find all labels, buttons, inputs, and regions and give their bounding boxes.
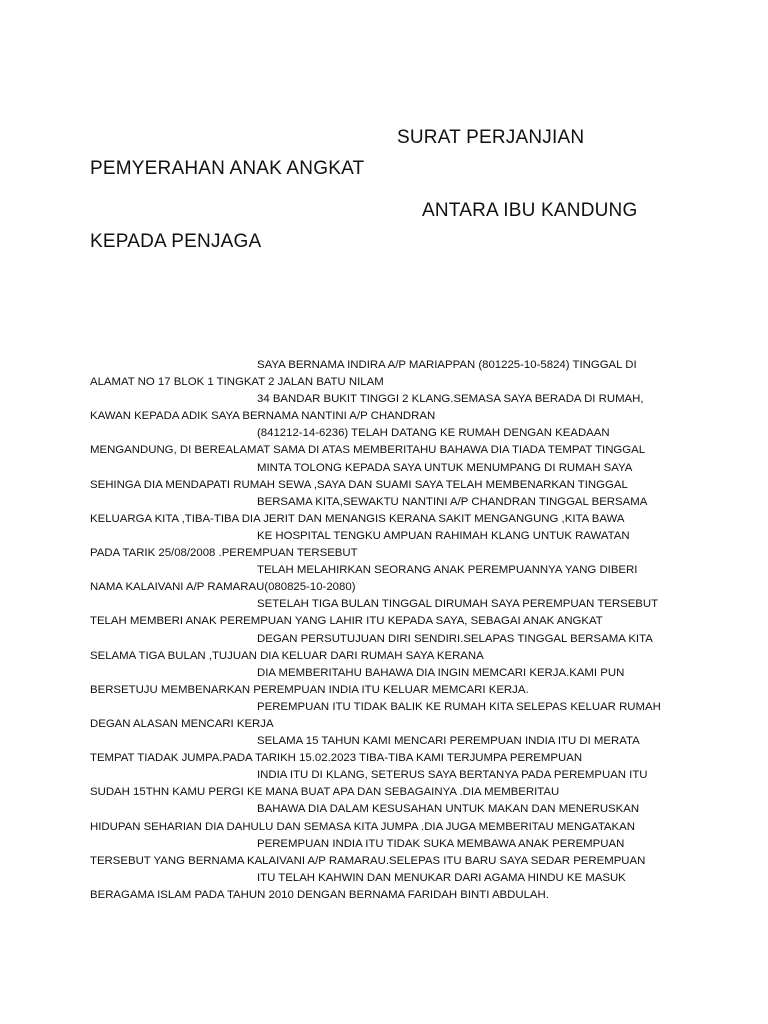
body-line: SELAMA TIGA BULAN ,TUJUAN DIA KELUAR DARI RUMAH SAYA KERANA <box>90 649 484 662</box>
body-line: SEHINGA DIA MENDAPATI RUMAH SEWA ,SAYA DAN SUAMI SAYA TELAH MEMBENARKAN TINGGAL <box>90 478 628 491</box>
body-line: SETELAH TIGA BULAN TINGGAL DIRUMAH SAYA PEREMPUAN TERSEBUT <box>257 598 659 611</box>
body-line: TERSEBUT YANG BERNAMA KALAIVANI A/P RAMARAU.SELEPAS ITU BARU SAYA SEDAR PEREMPUAN <box>90 854 646 867</box>
body-line: DEGAN PERSUTUJUAN DIRI SENDIRI.SELAPAS TINGGAL BERSAMA KITA <box>257 632 653 645</box>
body-line: MENGANDUNG, DI BEREALAMAT SAMA DI ATAS MEMBERITAHU BAHAWA DIA TIADA TEMPAT TINGGAL <box>90 444 646 457</box>
body-line: KAWAN KEPADA ADIK SAYA BERNAMA NANTINI A/P CHANDRAN <box>90 410 436 423</box>
title-line-3: ANTARA IBU KANDUNG <box>422 200 638 221</box>
letter-body <box>90 357 690 904</box>
body-line: (841212-14-6236) TELAH DATANG KE RUMAH DENGAN KEADAAN <box>257 427 610 440</box>
body-line: TELAH MELAHIRKAN SEORANG ANAK PEREMPUANNYA YANG DIBERI <box>257 564 638 577</box>
body-line: MINTA TOLONG KEPADA SAYA UNTUK MENUMPANG DI RUMAH SAYA <box>257 461 633 474</box>
body-line: TEMPAT TIADAK JUMPA.PADA TARIKH 15.02.2023 TIBA-TIBA KAMI TERJUMPA PEREMPUAN <box>90 752 583 765</box>
body-line: NAMA KALAIVANI A/P RAMARAU(080825-10-2080) <box>90 581 356 594</box>
body-line: BAHAWA DIA DALAM KESUSAHAN UNTUK MAKAN DAN MENERUSKAN <box>257 803 640 816</box>
body-line: KELUARGA KITA ,TIBA-TIBA DIA JERIT DAN MENANGIS KERANA SAKIT MENGANGUNG ,KITA BAWA <box>90 512 625 525</box>
body-line: BERSAMA KITA,SEWAKTU NANTINI A/P CHANDRAN TINGGAL BERSAMA <box>257 495 648 508</box>
body-line: DIA MEMBERITAHU BAHAWA DIA INGIN MEMCARI KERJA.KAMI PUN <box>257 666 625 679</box>
body-line: BERSETUJU MEMBENARKAN PEREMPUAN INDIA ITU KELUAR MEMCARI KERJA. <box>90 683 529 696</box>
title-line-2: PEMYERAHAN ANAK ANGKAT <box>90 158 365 179</box>
body-line: PEREMPUAN INDIA ITU TIDAK SUKA MEMBAWA ANAK PEREMPUAN <box>257 837 625 850</box>
body-line: BERAGAMA ISLAM PADA TAHUN 2010 DENGAN BERNAMA FARIDAH BINTI ABDULAH. <box>90 888 549 901</box>
body-line: DEGAN ALASAN MENCARI KERJA <box>90 717 274 730</box>
body-line: HIDUPAN SEHARIAN DIA DAHULU DAN SEMASA KITA JUMPA .DIA JUGA MEMBERITAU MENGATAKAN <box>90 820 635 833</box>
body-line: 34 BANDAR BUKIT TINGGI 2 KLANG.SEMASA SAYA BERADA DI RUMAH, <box>257 393 644 406</box>
body-line: SELAMA 15 TAHUN KAMI MENCARI PEREMPUAN INDIA ITU DI MERATA <box>257 735 640 748</box>
body-line: TELAH MEMBERI ANAK PEREMPUAN YANG LAHIR ITU KEPADA SAYA, SEBAGAI ANAK ANGKAT <box>90 615 603 628</box>
body-line: INDIA ITU DI KLANG, SETERUS SAYA BERTANYA PADA PEREMPUAN ITU <box>257 769 648 782</box>
body-line: ALAMAT NO 17 BLOK 1 TINGKAT 2 JALAN BATU NILAM <box>90 376 384 389</box>
title-line-4: KEPADA PENJAGA <box>90 231 262 252</box>
body-line: ITU TELAH KAHWIN DAN MENUKAR DARI AGAMA HINDU KE MASUK <box>257 871 626 884</box>
body-line: KE HOSPITAL TENGKU AMPUAN RAHIMAH KLANG UNTUK RAWATAN <box>257 529 630 542</box>
body-line: SAYA BERNAMA INDIRA A/P MARIAPPAN (801225-10-5824) TINGGAL DI <box>257 359 637 371</box>
body-line: SUDAH 15THN KAMU PERGI KE MANA BUAT APA DAN SEBAGAINYA .DIA MEMBERITAU <box>90 786 560 799</box>
body-line: PEREMPUAN ITU TIDAK BALIK KE RUMAH KITA SELEPAS KELUAR RUMAH <box>257 700 661 713</box>
title-line-1: SURAT PERJANJIAN <box>397 127 585 148</box>
body-line: PADA TARIK 25/08/2008 .PEREMPUAN TERSEBUT <box>90 547 358 560</box>
